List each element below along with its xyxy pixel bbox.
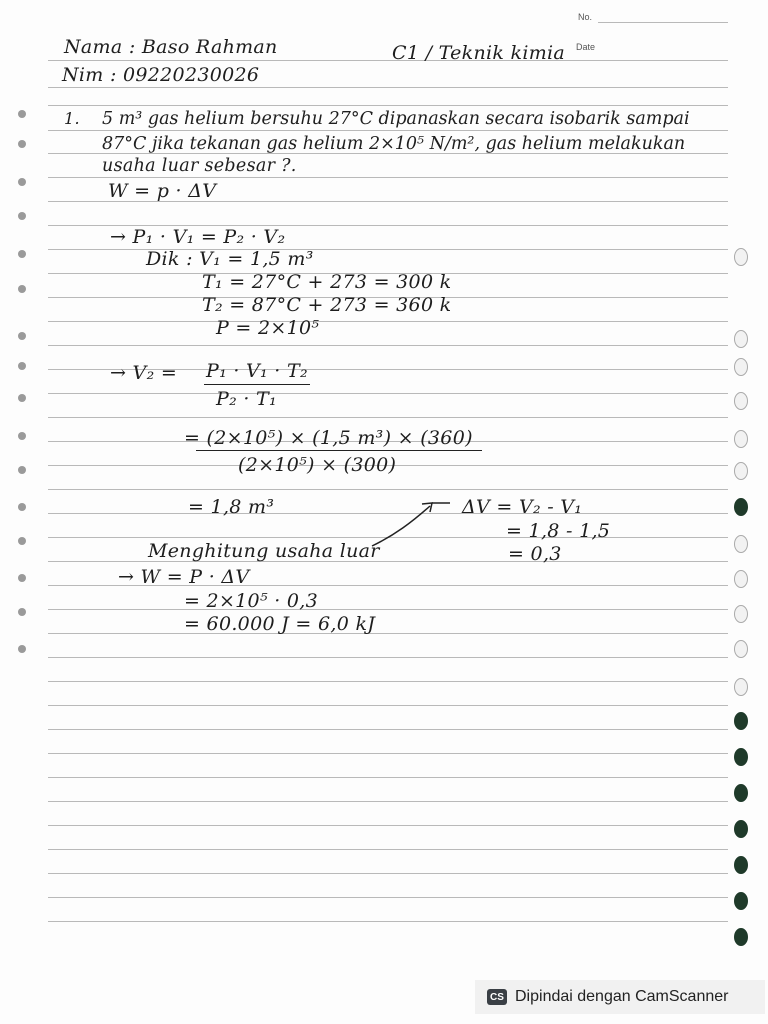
known-t1: T₁ = 27°C + 273 = 300 k — [202, 271, 452, 293]
work-formula-2: → W = P · ΔV — [118, 566, 250, 588]
problem-line-2: 87°C jika tekanan gas helium 2×10⁵ N/m², gas helium melakukan — [102, 134, 686, 154]
known-v1: Dik : V₁ = 1,5 m³ — [146, 248, 314, 270]
date-label: Date — [576, 42, 596, 52]
student-name: Nama : Baso Rahman — [64, 36, 278, 58]
student-id: Nim : 09220230026 — [62, 64, 260, 86]
work-substitution: = 2×10⁵ · 0,3 — [184, 590, 318, 612]
known-p: P = 2×10⁵ — [216, 317, 320, 339]
camscanner-logo-icon: CS — [487, 989, 507, 1005]
work-heading: Menghitung usaha luar — [148, 540, 380, 562]
camscanner-text: Dipindai dengan CamScanner — [515, 988, 729, 1005]
v2-denominator: P₂ · T₁ — [216, 388, 277, 410]
known-t2: T₂ = 87°C + 273 = 360 k — [202, 294, 452, 316]
v2-result: = 1,8 m³ — [188, 496, 275, 518]
delta-v-result: = 0,3 — [508, 543, 562, 565]
no-label: No. — [578, 12, 593, 22]
delta-v-formula: ΔV = V₂ - V₁ — [462, 496, 583, 518]
work-result: = 60.000 J = 6,0 kJ — [184, 613, 376, 635]
isobaric-relation: → P₁ · V₁ = P₂ · V₂ — [110, 226, 286, 248]
v2-lhs: → V₂ = — [110, 362, 178, 384]
work-formula: W = p · ΔV — [108, 180, 217, 202]
calc-numerator: = (2×10⁵) × (1,5 m³) × (360) — [184, 427, 473, 449]
problem-line-1: 5 m³ gas helium bersuhu 27°C dipanaskan secara isobarik sampai — [102, 109, 690, 129]
v2-numerator: P₁ · V₁ · T₂ — [206, 360, 308, 382]
delta-v-substitution: = 1,8 - 1,5 — [506, 520, 611, 542]
problem-line-3: usaha luar sebesar ?. — [102, 156, 297, 176]
calc-denominator: (2×10⁵) × (300) — [238, 454, 397, 476]
problem-number: 1. — [64, 109, 80, 128]
class-program: C1 / Teknik kimia — [392, 42, 566, 64]
camscanner-watermark — [475, 980, 765, 1014]
